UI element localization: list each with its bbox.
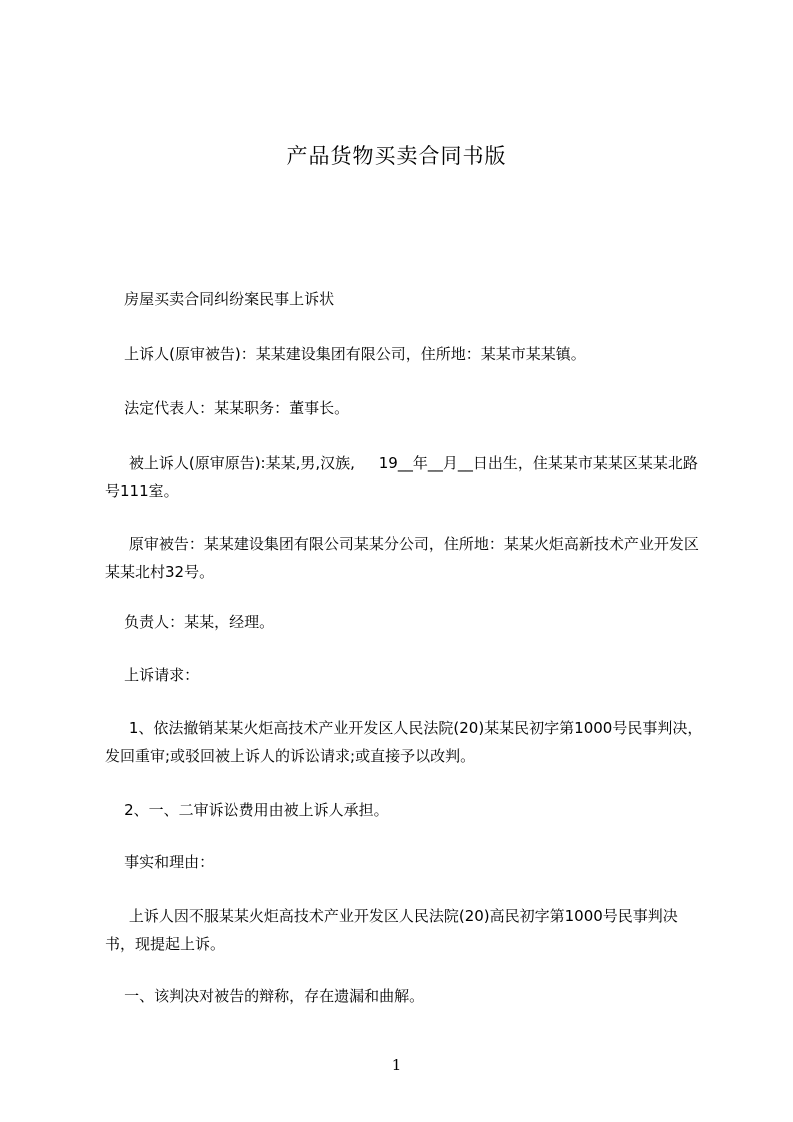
paragraph-facts-heading: 事实和理由： — [105, 853, 215, 871]
paragraph-appeal-requests-heading: 上诉请求： — [105, 666, 200, 684]
paragraph-request-2: 2、一、二审诉讼费用由被上诉人承担。 — [105, 801, 389, 819]
paragraph-appellee: 被上诉人(原审原告):某某,男,汉族, 19__年__月__日出生，住某某市某某区某某北路号111室。 — [105, 454, 698, 500]
paragraph-original-defendant: 原审被告：某某建设集团有限公司某某分公司，住所地：某某火炬高新技术产业开发区某某北村32号。 — [105, 535, 699, 581]
paragraph-legal-representative: 法定代表人：某某职务：董事长。 — [105, 399, 350, 417]
document-title: 产品货物买卖合同书版 — [286, 144, 507, 168]
paragraph-request-1: 1、依法撤销某某火炬高技术产业开发区人民法院(20)某某民初字第1000号民事判决，发回重审;或驳回被上诉人的诉讼请求;或直接予以改判。 — [105, 719, 703, 765]
page-number: 1 — [391, 1056, 402, 1074]
paragraph-appellant: 上诉人(原审被告)：某某建设集团有限公司，住所地：某某市某某镇。 — [105, 345, 586, 363]
paragraph-facts-intro: 上诉人因不服某某火炬高技术产业开发区人民法院(20)高民初字第1000号民事判决书，现提起上诉。 — [105, 907, 678, 953]
paragraph-responsible-person: 负责人：某某，经理。 — [105, 613, 275, 631]
paragraph-appeal-heading: 房屋买卖合同纠纷案民事上诉状 — [105, 290, 335, 308]
paragraph-point-1: 一、该判决对被告的辩称，存在遗漏和曲解。 — [105, 987, 425, 1005]
